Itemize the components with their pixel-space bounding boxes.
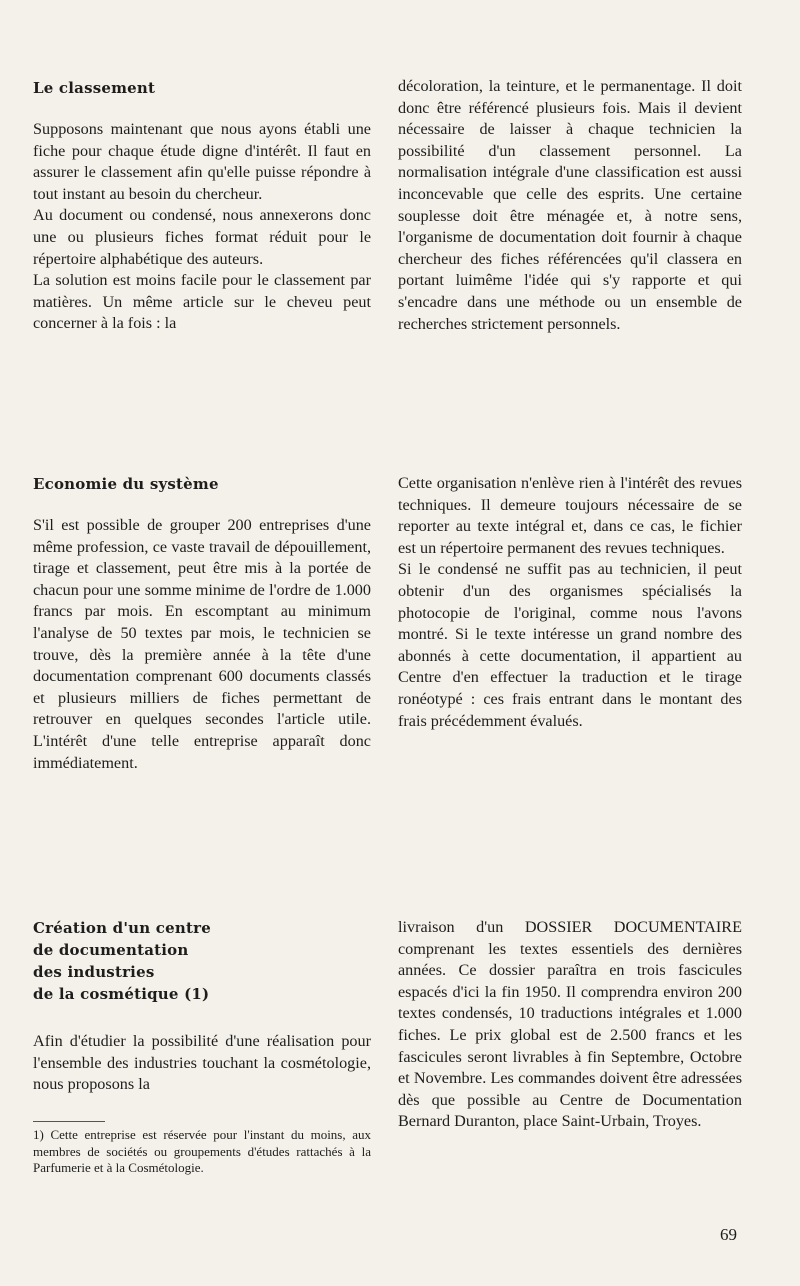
economie-paragraph: S'il est possible de grouper 200 entreprises d'une même profession, ce vaste travail de dépouillement, tirage et classement, peut être mis à la portée de chacun pour une somme minime de l'ordre de 1.000 francs par mois. En escomptant au minimum l'analyse de 50 textes par mois, le technicien se trouve, dès la première année à la tête d'une documentation comprenant 600 documents classés et plusieurs milliers de fiches permettant de retrouver en quelques secondes l'article utile. L'intérêt d'une telle entreprise apparaît donc immédiatement. xyxy=(33,516,371,772)
creation-left-column xyxy=(33,917,371,1096)
creation-heading-line-2: de documentation xyxy=(33,941,189,959)
classement-paragraph-1: Supposons maintenant que nous ayons établi une fiche pour chaque étude digne d'intérêt. Il faut en assurer le classement afin qu'elle puisse répondre à tout instant au besoin du chercheur. xyxy=(33,120,371,203)
classement-paragraph-2: Au document ou condensé, nous annexerons donc une ou plusieurs fiches format réduit pour le répertoire alphabétique des auteurs. xyxy=(33,206,371,268)
footnote: 1) Cette entreprise est réservée pour l'instant du moins, aux membres de sociétés ou groupements d'études rattachés à la Parfumerie et à la Cosmétologie. xyxy=(33,1127,371,1175)
economie-right-column xyxy=(398,473,742,732)
economie-right-paragraph-1: Cette organisation n'enlève rien à l'intérêt des revues techniques. Il demeure toujours nécessaire de se reporter au texte intégral et, dans ce cas, le fichier est un répertoire permanent des revues techniques. xyxy=(398,474,742,557)
creation-paragraph: Afin d'étudier la possibilité d'une réalisation pour l'ensemble des industries touchant la cosmétologie, nous proposons la xyxy=(33,1032,371,1094)
footnote-rule xyxy=(33,1121,105,1122)
economie-heading: Economie du système xyxy=(33,475,219,493)
creation-continuation: livraison d'un DOSSIER DOCUMENTAIRE comprenant les textes essentiels des dernières années. Ce dossier paraîtra en trois fascicules espacés d'ici la fin 1950. Il comprendra environ 200 textes condensés, 10 traductions intégrales et 1.000 fiches. Le prix global est de 2.500 francs et les fascicules seront livrables à fin Septembre, Octobre et Novembre. Les commandes doivent être adressées dès que possible au Centre de Documentation Bernard Duranton, place Saint-Urbain, Troyes. xyxy=(398,918,742,1131)
creation-heading-line-3: des industries xyxy=(33,963,155,981)
creation-right-column xyxy=(398,917,742,1133)
economie-left-column xyxy=(33,473,371,774)
creation-heading-line-4: de la cosmétique (1) xyxy=(33,985,210,1003)
creation-heading xyxy=(33,917,371,1005)
classement-heading: Le classement xyxy=(33,79,156,97)
page-number: 69 xyxy=(720,1225,737,1244)
classement-right-column xyxy=(398,76,742,335)
economie-right-paragraph-2: Si le condensé ne suffit pas au technicien, il peut obtenir d'un des organismes spécialisés la photocopie de l'original, comme nous l'avons montré. Si le texte intéresse un grand nombre des abonnés à cette documentation, il appartient au Centre d'en effectuer la traduction et le tirage ronéotypé : ces frais entrant dans le montant des frais précédemment évalués. xyxy=(398,560,742,730)
creation-heading-line-1: Création d'un centre xyxy=(33,919,211,937)
classement-paragraph-3: La solution est moins facile pour le classement par matières. Un même article sur le cheveu peut concerner à la fois : la xyxy=(33,271,371,333)
classement-continuation: décoloration, la teinture, et le permanentage. Il doit donc être référencé plusieurs fois. Mais il devient nécessaire de laisser à chaque technicien la possibilité d'un classement personnel. La normalisation intégrale d'une classification est aussi inconcevable que celle des esprits. Une certaine souplesse doit être ménagée et, à notre sens, l'organisme de documentation doit fournir à chaque chercheur des fiches référencées qu'il classera en portant luimême l'idée qui s'y rapporte et qui s'encadre dans une méthode ou un ensemble de recherches strictement personnels. xyxy=(398,77,742,333)
classement-left-column xyxy=(33,77,371,335)
